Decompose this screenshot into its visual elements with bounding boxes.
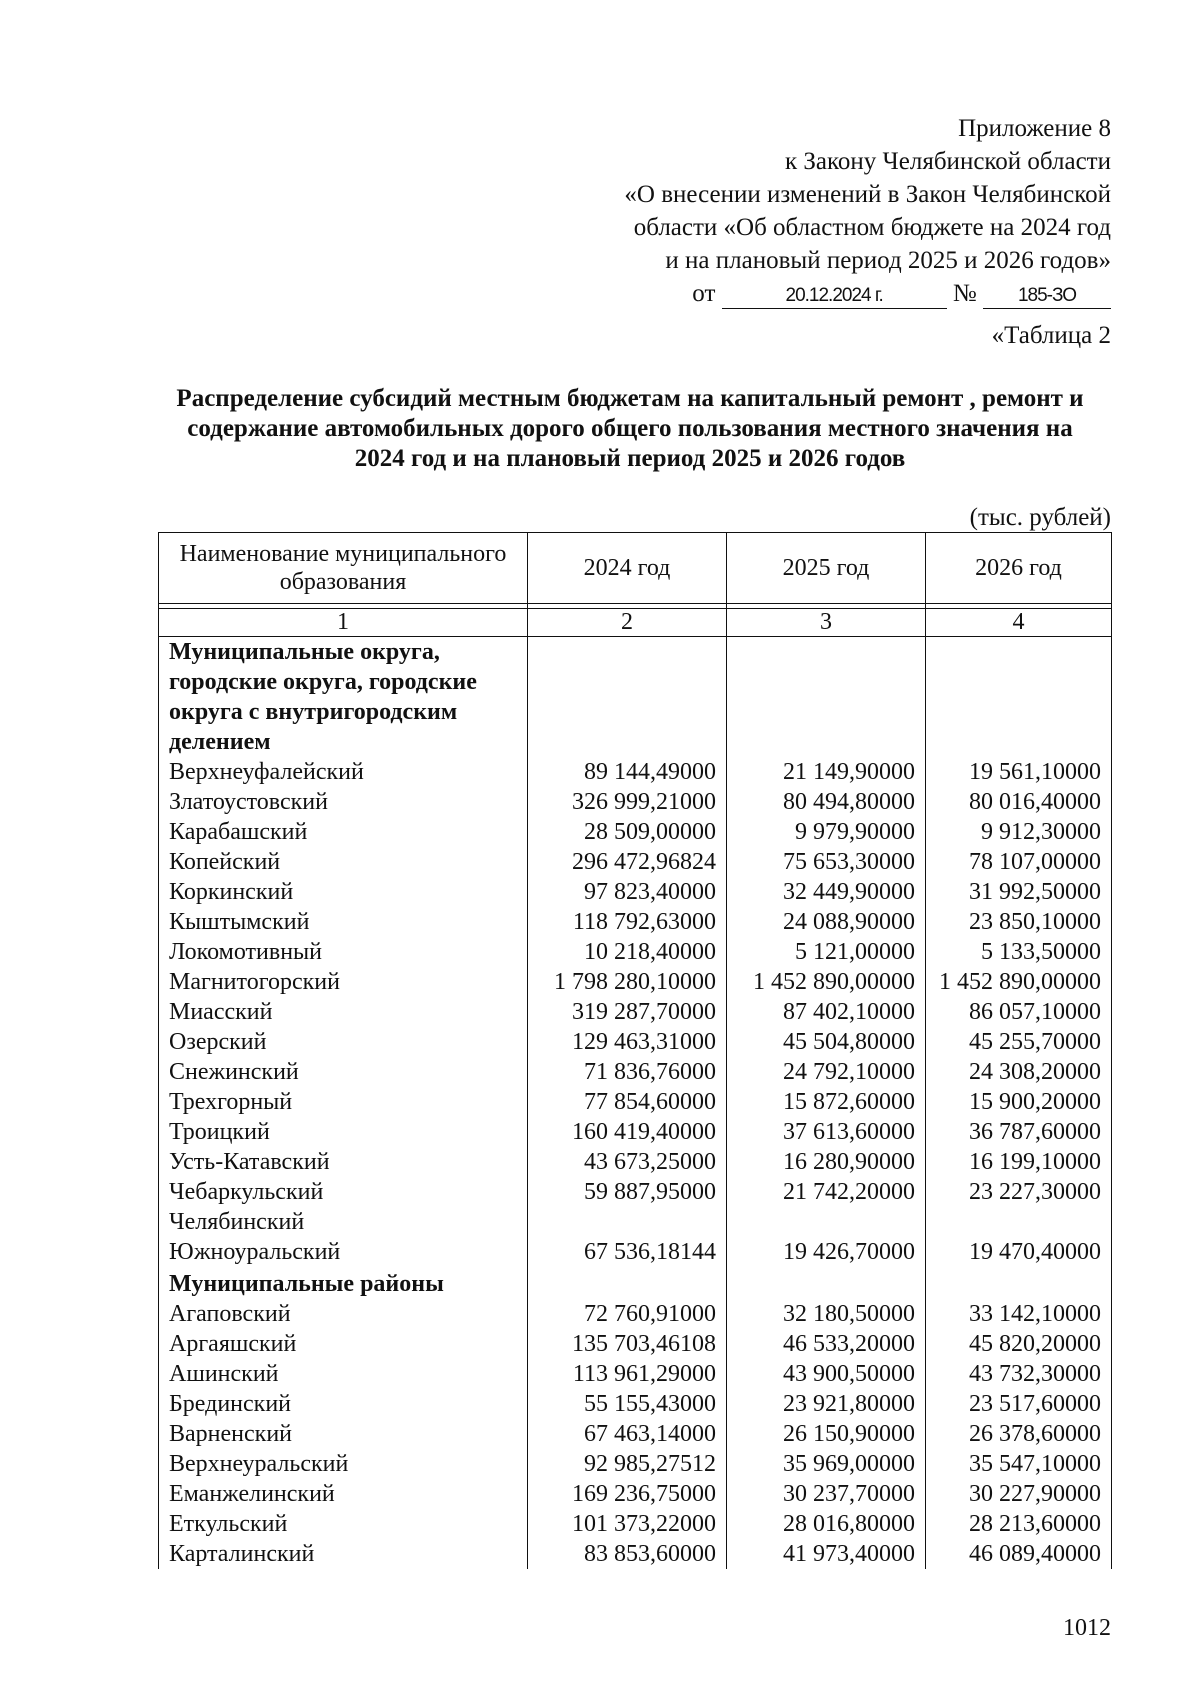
law-number: 185-ЗО — [983, 284, 1111, 309]
value-2024: 1 798 280,10000 — [528, 967, 727, 997]
value-2026: 15 900,20000 — [926, 1087, 1112, 1117]
value-2025: 75 653,30000 — [727, 847, 926, 877]
document-title — [150, 384, 1110, 474]
value-2024: 92 985,27512 — [528, 1449, 727, 1479]
value-2024: 169 236,75000 — [528, 1479, 727, 1509]
value-2024: 77 854,60000 — [528, 1087, 727, 1117]
municipality-name: Троицкий — [159, 1117, 528, 1147]
municipality-name: Еманжелинский — [159, 1479, 528, 1509]
table-row — [159, 1087, 1112, 1117]
municipality-name: Миасский — [159, 997, 528, 1027]
value-2026: 23 850,10000 — [926, 907, 1112, 937]
table-row — [159, 1539, 1112, 1569]
table-row — [159, 1389, 1112, 1419]
value-2024: 319 287,70000 — [528, 997, 727, 1027]
value-2025: 37 613,60000 — [727, 1117, 926, 1147]
value-2024: 67 536,18144 — [528, 1237, 727, 1267]
table-row — [159, 1479, 1112, 1509]
value-2025: 35 969,00000 — [727, 1449, 926, 1479]
municipality-name: Еткульский — [159, 1509, 528, 1539]
from-label: от — [692, 280, 716, 307]
appendix-line: «О внесении изменений в Закон Челябинской — [624, 181, 1111, 208]
table-row — [159, 1419, 1112, 1449]
value-2025: 19 426,70000 — [727, 1237, 926, 1267]
value-2024: 160 419,40000 — [528, 1117, 727, 1147]
table-row — [159, 1449, 1112, 1479]
value-2024: 97 823,40000 — [528, 877, 727, 907]
municipality-name: Коркинский — [159, 877, 528, 907]
value-2026: 28 213,60000 — [926, 1509, 1112, 1539]
value-2026: 36 787,60000 — [926, 1117, 1112, 1147]
municipality-name: Магнитогорский — [159, 967, 528, 997]
value-2024: 129 463,31000 — [528, 1027, 727, 1057]
table-row — [159, 1027, 1112, 1057]
value-2025: 32 449,90000 — [727, 877, 926, 907]
value-2024: 28 509,00000 — [528, 817, 727, 847]
table-row — [159, 877, 1112, 907]
value-2025: 9 979,90000 — [727, 817, 926, 847]
value-2025: 43 900,50000 — [727, 1359, 926, 1389]
table-row — [159, 1299, 1112, 1329]
value-2024: 67 463,14000 — [528, 1419, 727, 1449]
municipality-name: Копейский — [159, 847, 528, 877]
municipality-name: Брединский — [159, 1389, 528, 1419]
table-row — [159, 1509, 1112, 1539]
value-2026: 78 107,00000 — [926, 847, 1112, 877]
municipality-name: Усть-Катавский — [159, 1147, 528, 1177]
value-2024: 55 155,43000 — [528, 1389, 727, 1419]
value-2024 — [528, 1207, 727, 1237]
table-row — [159, 1177, 1112, 1207]
value-2025 — [727, 1207, 926, 1237]
appendix-header — [551, 112, 1111, 310]
value-2026: 5 133,50000 — [926, 937, 1112, 967]
table-row — [159, 1147, 1112, 1177]
value-2026: 45 820,20000 — [926, 1329, 1112, 1359]
municipality-name: Варненский — [159, 1419, 528, 1449]
table-label: «Таблица 2 — [991, 322, 1111, 349]
municipality-name: Ашинский — [159, 1359, 528, 1389]
value-2025: 21 149,90000 — [727, 757, 926, 787]
value-2024: 296 472,96824 — [528, 847, 727, 877]
column-number: 2 — [528, 609, 727, 637]
value-2026: 23 517,60000 — [926, 1389, 1112, 1419]
header-2025: 2025 год — [727, 533, 926, 604]
municipality-name: Локомотивный — [159, 937, 528, 967]
value-2025: 15 872,60000 — [727, 1087, 926, 1117]
value-2026: 1 452 890,00000 — [926, 967, 1112, 997]
appendix-line: Приложение 8 — [958, 115, 1111, 142]
header-2026: 2026 год — [926, 533, 1112, 604]
value-2026: 9 912,30000 — [926, 817, 1112, 847]
municipality-name: Карталинский — [159, 1539, 528, 1569]
municipality-name: Верхнеуфалейский — [159, 757, 528, 787]
value-2024: 83 853,60000 — [528, 1539, 727, 1569]
value-2024: 10 218,40000 — [528, 937, 727, 967]
value-2026 — [926, 1207, 1112, 1237]
column-number: 4 — [926, 609, 1112, 637]
municipality-name: Озерский — [159, 1027, 528, 1057]
value-2025: 21 742,20000 — [727, 1177, 926, 1207]
municipality-name: Карабашский — [159, 817, 528, 847]
value-2026: 16 199,10000 — [926, 1147, 1112, 1177]
municipality-name: Златоустовский — [159, 787, 528, 817]
number-label: № — [952, 280, 977, 307]
value-2026: 30 227,90000 — [926, 1479, 1112, 1509]
table-row — [159, 1329, 1112, 1359]
value-2026: 80 016,40000 — [926, 787, 1112, 817]
value-2025: 30 237,70000 — [727, 1479, 926, 1509]
value-2025: 41 973,40000 — [727, 1539, 926, 1569]
value-2026: 26 378,60000 — [926, 1419, 1112, 1449]
municipality-name: Аргаяшский — [159, 1329, 528, 1359]
value-2024: 118 792,63000 — [528, 907, 727, 937]
table-row — [159, 787, 1112, 817]
value-2024: 59 887,95000 — [528, 1177, 727, 1207]
value-2025: 16 280,90000 — [727, 1147, 926, 1177]
value-2025: 32 180,50000 — [727, 1299, 926, 1329]
table-row — [159, 1237, 1112, 1267]
title-line: Распределение субсидий местным бюджетам на капитальный ремонт , ремонт и — [176, 385, 1084, 412]
municipality-name: Агаповский — [159, 1299, 528, 1329]
law-date: 20.12.2024 г. — [722, 284, 947, 309]
value-2025: 28 016,80000 — [727, 1509, 926, 1539]
table-row — [159, 757, 1112, 787]
value-2024: 72 760,91000 — [528, 1299, 727, 1329]
table-row — [159, 1359, 1112, 1389]
value-2025: 5 121,00000 — [727, 937, 926, 967]
table-row — [159, 1057, 1112, 1087]
value-2026: 31 992,50000 — [926, 877, 1112, 907]
value-2024: 326 999,21000 — [528, 787, 727, 817]
table-row — [159, 997, 1112, 1027]
header-name: Наименование муниципального образования — [159, 533, 528, 604]
value-2024: 89 144,49000 — [528, 757, 727, 787]
municipality-name: Верхнеуральский — [159, 1449, 528, 1479]
appendix-line: и на плановый период 2025 и 2026 годов» — [665, 247, 1111, 274]
municipality-name: Челябинский — [159, 1207, 528, 1237]
title-line: 2024 год и на плановый период 2025 и 2026 годов — [354, 445, 906, 472]
law-signature-line — [551, 277, 1111, 310]
column-number: 1 — [159, 609, 528, 637]
table-row — [159, 817, 1112, 847]
appendix-line: области «Об областном бюджете на 2024 год — [633, 214, 1111, 241]
value-2026: 43 732,30000 — [926, 1359, 1112, 1389]
value-2026: 86 057,10000 — [926, 997, 1112, 1027]
section-title: Муниципальные районы — [159, 1267, 528, 1299]
value-2025: 24 792,10000 — [727, 1057, 926, 1087]
table-row — [159, 1117, 1112, 1147]
section-row — [159, 1267, 1112, 1299]
value-2025: 23 921,80000 — [727, 1389, 926, 1419]
table-row — [159, 967, 1112, 997]
section-title: Муниципальные округа, городские округа, городские округа с внутригородским делением — [159, 637, 528, 758]
column-number-row — [159, 609, 1112, 637]
municipality-name: Чебаркульский — [159, 1177, 528, 1207]
value-2026: 35 547,10000 — [926, 1449, 1112, 1479]
section-row — [159, 637, 1112, 758]
value-2026: 19 470,40000 — [926, 1237, 1112, 1267]
municipality-name: Кыштымский — [159, 907, 528, 937]
value-2025: 26 150,90000 — [727, 1419, 926, 1449]
value-2025: 1 452 890,00000 — [727, 967, 926, 997]
value-2026: 19 561,10000 — [926, 757, 1112, 787]
table-row — [159, 847, 1112, 877]
value-2026: 46 089,40000 — [926, 1539, 1112, 1569]
units-label: (тыс. рублей) — [969, 504, 1111, 531]
table-row — [159, 1207, 1112, 1237]
value-2024: 113 961,29000 — [528, 1359, 727, 1389]
value-2026: 33 142,10000 — [926, 1299, 1112, 1329]
table-header-row — [159, 533, 1112, 604]
value-2024: 101 373,22000 — [528, 1509, 727, 1539]
value-2026: 24 308,20000 — [926, 1057, 1112, 1087]
table-row — [159, 907, 1112, 937]
value-2026: 23 227,30000 — [926, 1177, 1112, 1207]
value-2025: 87 402,10000 — [727, 997, 926, 1027]
header-2024: 2024 год — [528, 533, 727, 604]
column-number: 3 — [727, 609, 926, 637]
value-2026: 45 255,70000 — [926, 1027, 1112, 1057]
value-2024: 43 673,25000 — [528, 1147, 727, 1177]
table-row — [159, 937, 1112, 967]
appendix-line: к Закону Челябинской области — [785, 148, 1111, 175]
value-2025: 24 088,90000 — [727, 907, 926, 937]
municipality-name: Снежинский — [159, 1057, 528, 1087]
page-number: 1012 — [1063, 1615, 1111, 1641]
title-line: содержание автомобильных дорого общего пользования местного значения на — [187, 415, 1073, 442]
subsidy-table — [158, 532, 1112, 1569]
value-2025: 80 494,80000 — [727, 787, 926, 817]
value-2024: 71 836,76000 — [528, 1057, 727, 1087]
value-2024: 135 703,46108 — [528, 1329, 727, 1359]
municipality-name: Трехгорный — [159, 1087, 528, 1117]
value-2025: 45 504,80000 — [727, 1027, 926, 1057]
value-2025: 46 533,20000 — [727, 1329, 926, 1359]
municipality-name: Южноуральский — [159, 1237, 528, 1267]
